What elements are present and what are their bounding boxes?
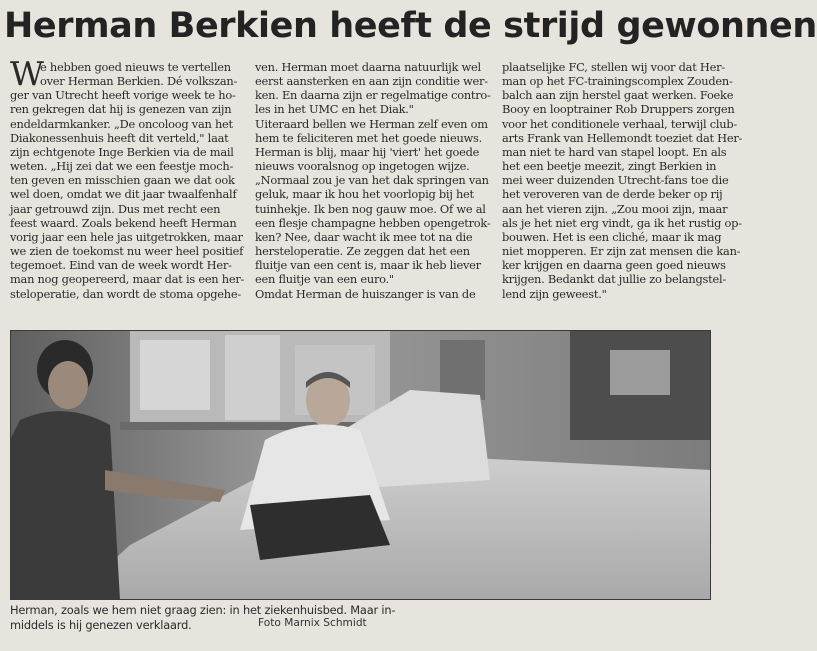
text-line: feest waard. Zoals bekend heeft Herman: [10, 215, 237, 230]
text-line: les in het UMC en het Diak.": [255, 102, 414, 117]
text-line: Omdat Herman de huiszanger is van de: [255, 286, 476, 301]
text-line: hersteloperatie. Ze zeggen dat het een: [255, 244, 470, 259]
text-line: ren gekregen dat hij is genezen van zijn: [10, 102, 232, 117]
article-headline: Herman Berkien heeft de strijd gewonnen: [4, 6, 817, 46]
text-line: weten. „Hij zei dat we een feestje moch-: [10, 159, 234, 174]
text-line: ken? Nee, daar wacht ik mee tot na die: [255, 229, 473, 244]
text-line: ker krijgen en daarna geen goed nieuws: [502, 258, 726, 273]
text-line: jaar getrouwd zijn. Dus met recht een: [10, 201, 221, 216]
text-line: mei weer duizenden Utrecht-fans toe die: [502, 173, 729, 188]
text-line: wel doen, omdat we dit jaar twaalfenhalf: [10, 187, 237, 202]
text-line: fluitje van een cent is, maar ik heb liever: [255, 258, 481, 273]
text-line: ken. En daarna zijn er regelmatige contro-: [255, 88, 491, 103]
text-line: lend zijn geweest.": [502, 286, 607, 301]
text-line: hem te feliciteren met het goede nieuws.: [255, 130, 482, 145]
text-line: arts Frank van Hellemondt toeziet dat Her-: [502, 130, 743, 145]
text-line: steloperatie, dan wordt de stoma opgehe-: [10, 286, 241, 301]
text-line: ten geven en misschien gaan we dat ook: [10, 173, 235, 188]
text-line: niet mopperen. Er zijn zat mensen die kan-: [502, 244, 741, 259]
article-column-1: [10, 54, 246, 301]
caption-line: middels is hij genezen verklaard.: [10, 617, 192, 632]
text-line: zijn echtgenote Inge Berkien via de mail: [10, 144, 234, 159]
text-line: over Herman Berkien. Dé volkszan-: [40, 74, 238, 89]
text-line: voor het conditionele verhaal, terwijl club-: [502, 116, 738, 131]
text-line: het een beetje meezit, zingt Berkien in: [502, 159, 717, 174]
text-line: een flesje champagne hebben opengetrok-: [255, 215, 491, 230]
text-line: plaatselijke FC, stellen wij voor dat Her-: [502, 60, 725, 74]
text-line: e hebben goed nieuws te vertellen: [40, 60, 231, 74]
text-line: Booy en looptrainer Rob Druppers zorgen: [502, 102, 735, 117]
text-line: ven. Herman moet daarna natuurlijk wel: [255, 60, 481, 74]
article-column-2: [255, 60, 491, 301]
text-line: man op het FC-trainingscomplex Zouden-: [502, 74, 733, 89]
photo-credit: Foto Marnix Schmidt: [258, 617, 367, 629]
text-line: tuinhekje. Ik ben nog gauw moe. Of we al: [255, 201, 486, 216]
text-line: als je het niet erg vindt, ga ik het rustig op-: [502, 215, 742, 230]
text-line: „Normaal zou je van het dak springen van: [255, 173, 489, 188]
text-line: Diakonessenhuis heeft dit verteld," laat: [10, 130, 229, 145]
text-line: Herman is blij, maar hij 'viert' het goede: [255, 144, 480, 159]
text-line: vorig jaar een hele jas uitgetrokken, maar: [10, 229, 243, 244]
text-line: Uiteraard bellen we Herman zelf even om: [255, 116, 488, 131]
text-line: man niet te hard van stapel loopt. En als: [502, 144, 727, 159]
text-line: het veroveren van de derde beker op rij: [502, 187, 723, 202]
text-line: endeldarmkanker. „De oncoloog van het: [10, 116, 233, 131]
text-line: geluk, maar ik hou het voorlopig bij het: [255, 187, 474, 202]
text-line: bouwen. Het is een cliché, maar ik mag: [502, 229, 722, 244]
text-line: een fluitje van een euro.": [255, 272, 394, 287]
text-line: nieuws vooralsnog op ingetogen wijze.: [255, 159, 470, 174]
text-line: we zien de toekomst nu weer heel positief: [10, 244, 244, 259]
text-line: aan het vieren zijn. „Zou mooi zijn, maar: [502, 201, 728, 216]
hospital-photo: [10, 330, 711, 600]
drop-cap: W: [10, 54, 44, 93]
text-line: eerst aansterken en aan zijn conditie wer-: [255, 74, 488, 89]
text-line: krijgen. Bedankt dat jullie zo belangstel-: [502, 272, 726, 287]
text-line: balch aan zijn herstel gaat werken. Foeke: [502, 88, 734, 103]
caption-line: Herman, zoals we hem niet graag zien: in het ziekenhuisbed. Maar in-: [10, 603, 396, 617]
text-line: ger van Utrecht heeft vorige week te ho-: [10, 88, 236, 103]
text-line: man nog geopereerd, maar dat is een her-: [10, 272, 245, 287]
article-column-3: [502, 60, 743, 301]
text-line: tegemoet. Eind van de week wordt Her-: [10, 258, 232, 273]
